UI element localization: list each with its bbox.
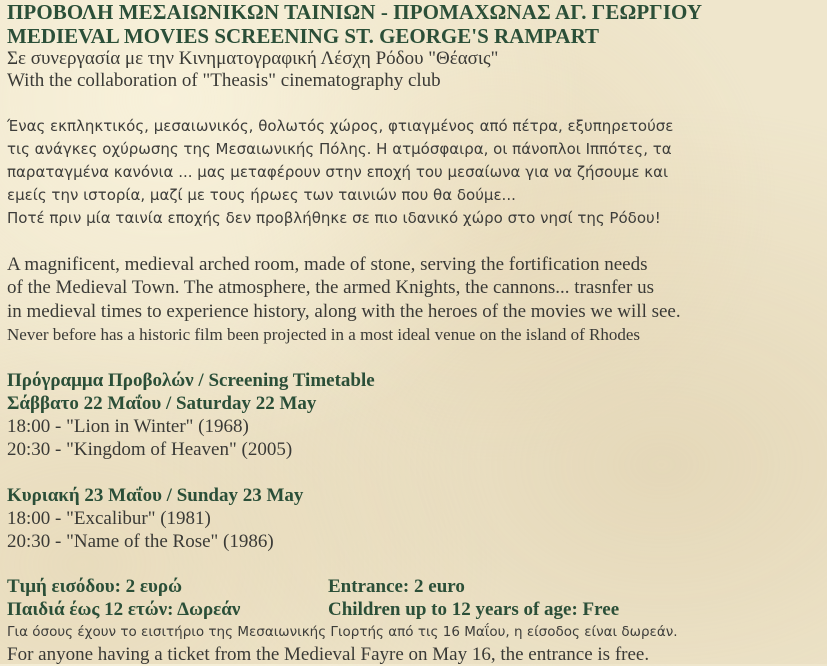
description-greek-line: Ένας εκπληκτικός, μεσαιωνικός, θολωτός χώρος, φτιαγμένος από πέτρα, εξυπηρετούσε [7, 117, 674, 135]
title-greek: ΠΡΟΒΟΛΗ ΜΕΣΑΙΩΝΙΚΩΝ ΤΑΙΝΙΩΝ - ΠΡΟΜΑΧΩΝΑΣ ΑΓ. ΓΕΩΡΓΙΟΥ [7, 0, 703, 24]
description-english-line: in medieval times to experience history, along with the heroes of the movies we will see. [7, 300, 681, 322]
description-greek-line: Ποτέ πριν μία ταινία εποχής δεν προβλήθηκε σε πιο ιδανικό χώρο στο νησί της Ρόδου! [7, 209, 661, 227]
description-english-line: A magnificent, medieval arched room, made of stone, serving the fortification needs [7, 254, 648, 275]
title-english: MEDIEVAL MOVIES SCREENING ST. GEORGE'S RAMPART [7, 24, 600, 48]
description-greek [7, 115, 822, 230]
day1-heading: Σάββατο 22 Μαΐου / Saturday 22 May [7, 393, 317, 415]
screening-item: 20:30 - "Kingdom of Heaven" (2005) [7, 439, 293, 461]
free-entry-note-greek: Για όσους έχουν το εισιτήριο της Μεσαιωνικής Γιορτής από τις 16 Μαΐου, η είσοδος είναι δωρεάν. [7, 624, 678, 641]
description-greek-line: παραταγμένα κανόνια ... μας μεταφέρουν στην εποχή του μεσαίωνα για να ζήσουμε και [7, 163, 669, 181]
screening-item: 18:00 - "Excalibur" (1981) [7, 508, 211, 530]
children-price-greek: Παιδιά έως 12 ετών: Δωρεάν [7, 599, 241, 621]
day2-section [7, 484, 822, 553]
description-english [7, 253, 822, 346]
document-page [7, 0, 822, 666]
description-greek-line: εμείς την ιστορία, μαζί με τους ήρωες των ταινιών που θα δούμε... [7, 186, 516, 204]
entrance-price-greek: Τιμή εισόδου: 2 ευρώ [7, 576, 182, 598]
collaboration-english: With the collaboration of "Theasis" cinematography club [7, 70, 441, 91]
timetable-heading: Πρόγραμμα Προβολών / Screening Timetable [7, 370, 375, 392]
collaboration-greek: Σε συνεργασία με την Κινηματογραφική Λέσχη Ρόδου "Θέασις" [7, 48, 499, 69]
description-english-line: Never before has a historic film been projected in a most ideal venue on the island of Rhodes [7, 324, 641, 344]
event-header [7, 0, 822, 92]
day2-heading: Κυριακή 23 Μαΐου / Sunday 23 May [7, 485, 304, 507]
screening-item: 18:00 - "Lion in Winter" (1968) [7, 416, 249, 438]
timetable-section [7, 369, 822, 461]
screening-item: 20:30 - "Name of the Rose" (1986) [7, 531, 274, 553]
entrance-info [7, 575, 822, 621]
entrance-price-english: Entrance: 2 euro [328, 576, 465, 598]
description-english-line: of the Medieval Town. The atmosphere, the armed Knights, the cannons... trasnfer us [7, 277, 654, 299]
free-entry-note-english: For anyone having a ticket from the Medieval Fayre on May 16, the entrance is free. [7, 644, 650, 666]
description-greek-line: τις ανάγκες οχύρωσης της Μεσαιωνικής Πόλης. Η ατμόσφαιρα, οι πάνοπλοι Ιππότες, τα [7, 140, 672, 158]
children-price-english: Children up to 12 years of age: Free [328, 599, 620, 621]
